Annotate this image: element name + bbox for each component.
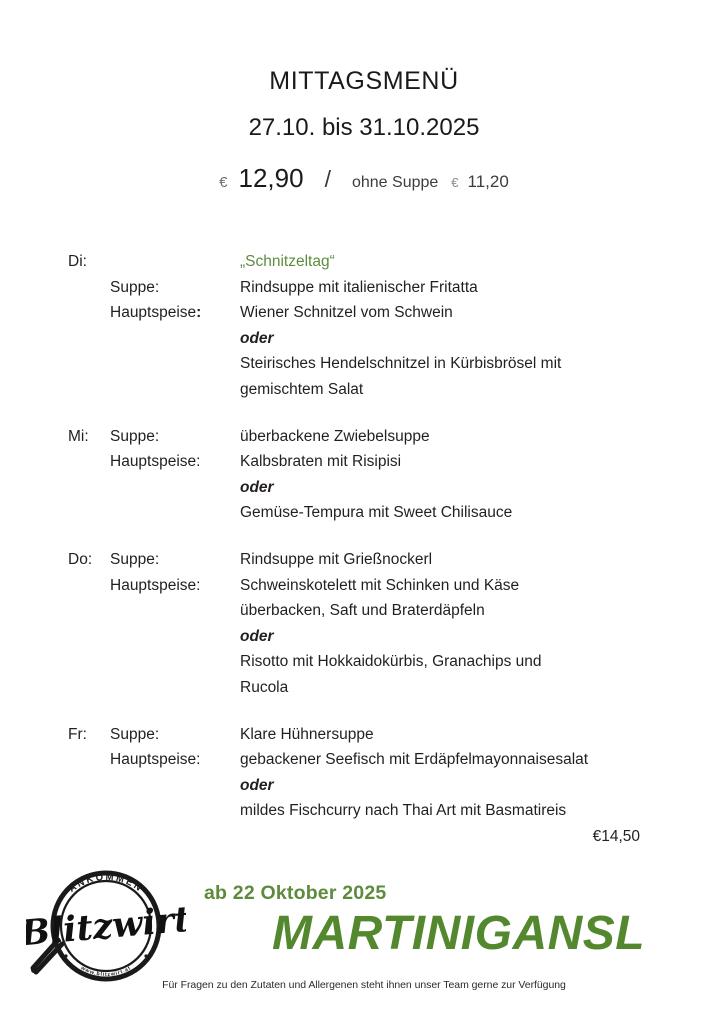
promo-date: ab 22 Oktober 2025 [204,882,387,904]
menu-row [0,547,728,573]
page-header [0,0,728,194]
day-block [0,424,728,526]
day-abbreviation: Do: [68,550,93,568]
menu-row [0,773,728,799]
course-label: Suppe: [110,725,160,743]
alternative-dish-text: gemischtem Salat [240,380,364,398]
page-title: MITTAGSMENÜ [269,67,459,95]
menu-row [0,624,728,650]
day-block [0,722,728,850]
menu-row [0,475,728,501]
soup-text: Rindsuppe mit italienischer Fritatta [240,278,478,296]
alternative-separator: oder [240,627,274,645]
promo-title: MARTINIGANSL [272,907,646,960]
alternative-dish-text: mildes Fischcurry nach Thai Art mit Basmatireis [240,802,567,820]
alternative-dish-text: Steirisches Hendelschnitzel in Kürbisbrösel mit [240,355,562,373]
alternative-dish-text: Gemüse-Tempura mit Sweet Chilisauce [240,504,513,522]
menu-row [0,598,728,624]
menu-row [0,275,728,301]
menu-row [0,449,728,475]
price-row [0,163,728,194]
dish-price: €14,50 [592,827,640,845]
main-dish-text: gebackener Seefisch mit Erdäpfelmayonnaisesalat [240,751,589,769]
course-label: Hauptspeise: [110,453,201,471]
alternative-dish-text: Risotto mit Hokkaidokürbis, Granachips und [240,653,542,671]
course-label: Suppe: [110,550,160,568]
allergen-disclaimer: Für Fragen zu den Zutaten und Allergenen steht ihnen unser Team gerne zur Verfügung [162,979,566,991]
menu-row [0,675,728,701]
menu-row [0,326,728,352]
soup-text: Rindsuppe mit Grießnockerl [240,550,433,568]
menu-row [0,573,728,599]
day-abbreviation: Di: [68,253,87,270]
menu-row [0,300,728,326]
price-without-soup: 11,20 [467,171,509,191]
main-dish-text: Kalbsbraten mit Risipisi [240,453,402,471]
menu-row [0,747,728,773]
alternative-separator: oder [240,329,274,347]
date-range: 27.10. bis 31.10.2025 [248,113,480,141]
day-block [0,249,728,403]
day-block [0,547,728,701]
soup-text: Klare Hühnersuppe [240,725,374,743]
no-soup-label: ohne Suppe [351,173,439,191]
menu-body [0,249,728,870]
euro-symbol: € [219,173,228,191]
menu-row [0,722,728,748]
soup-text: überbackene Zwiebelsuppe [240,427,430,445]
main-dish-text: Wiener Schnitzel vom Schwein [240,304,453,322]
price-with-soup: 12,90 [238,162,304,193]
menu-row [0,798,728,824]
main-dish-text: überbacken, Saft und Braterdäpfeln [240,602,485,620]
page-footer [0,862,728,1030]
svg-text:Blitzwirt: Blitzwirt [26,898,186,955]
course-label: Suppe: [110,278,160,296]
course-label: Hauptspeise: [110,751,201,769]
menu-row [0,649,728,675]
alternative-dish-text: Rucola [240,678,289,696]
course-label: Hauptspeise: [110,304,202,322]
svg-text:www.blitzwirt.at: www.blitzwirt.at [79,965,133,979]
main-dish-text: Schweinskotelett mit Schinken und Käse [240,576,520,594]
price-separator: / [324,165,331,192]
day-abbreviation: Mi: [68,427,89,445]
alternative-separator: oder [240,776,274,794]
alternative-separator: oder [240,478,274,496]
svg-text:ANKOMMEN: ANKOMMEN [66,871,146,895]
euro-symbol-alt: € [451,174,459,190]
menu-row [0,500,728,526]
menu-row [0,249,728,275]
menu-row [0,351,728,377]
menu-row [0,424,728,450]
day-headline: „Schnitzeltag“ [240,253,335,270]
course-label: Hauptspeise: [110,576,201,594]
course-label: Suppe: [110,427,160,445]
menu-row [0,377,728,403]
day-abbreviation: Fr: [68,725,87,743]
blitzwirt-logo [26,864,186,986]
